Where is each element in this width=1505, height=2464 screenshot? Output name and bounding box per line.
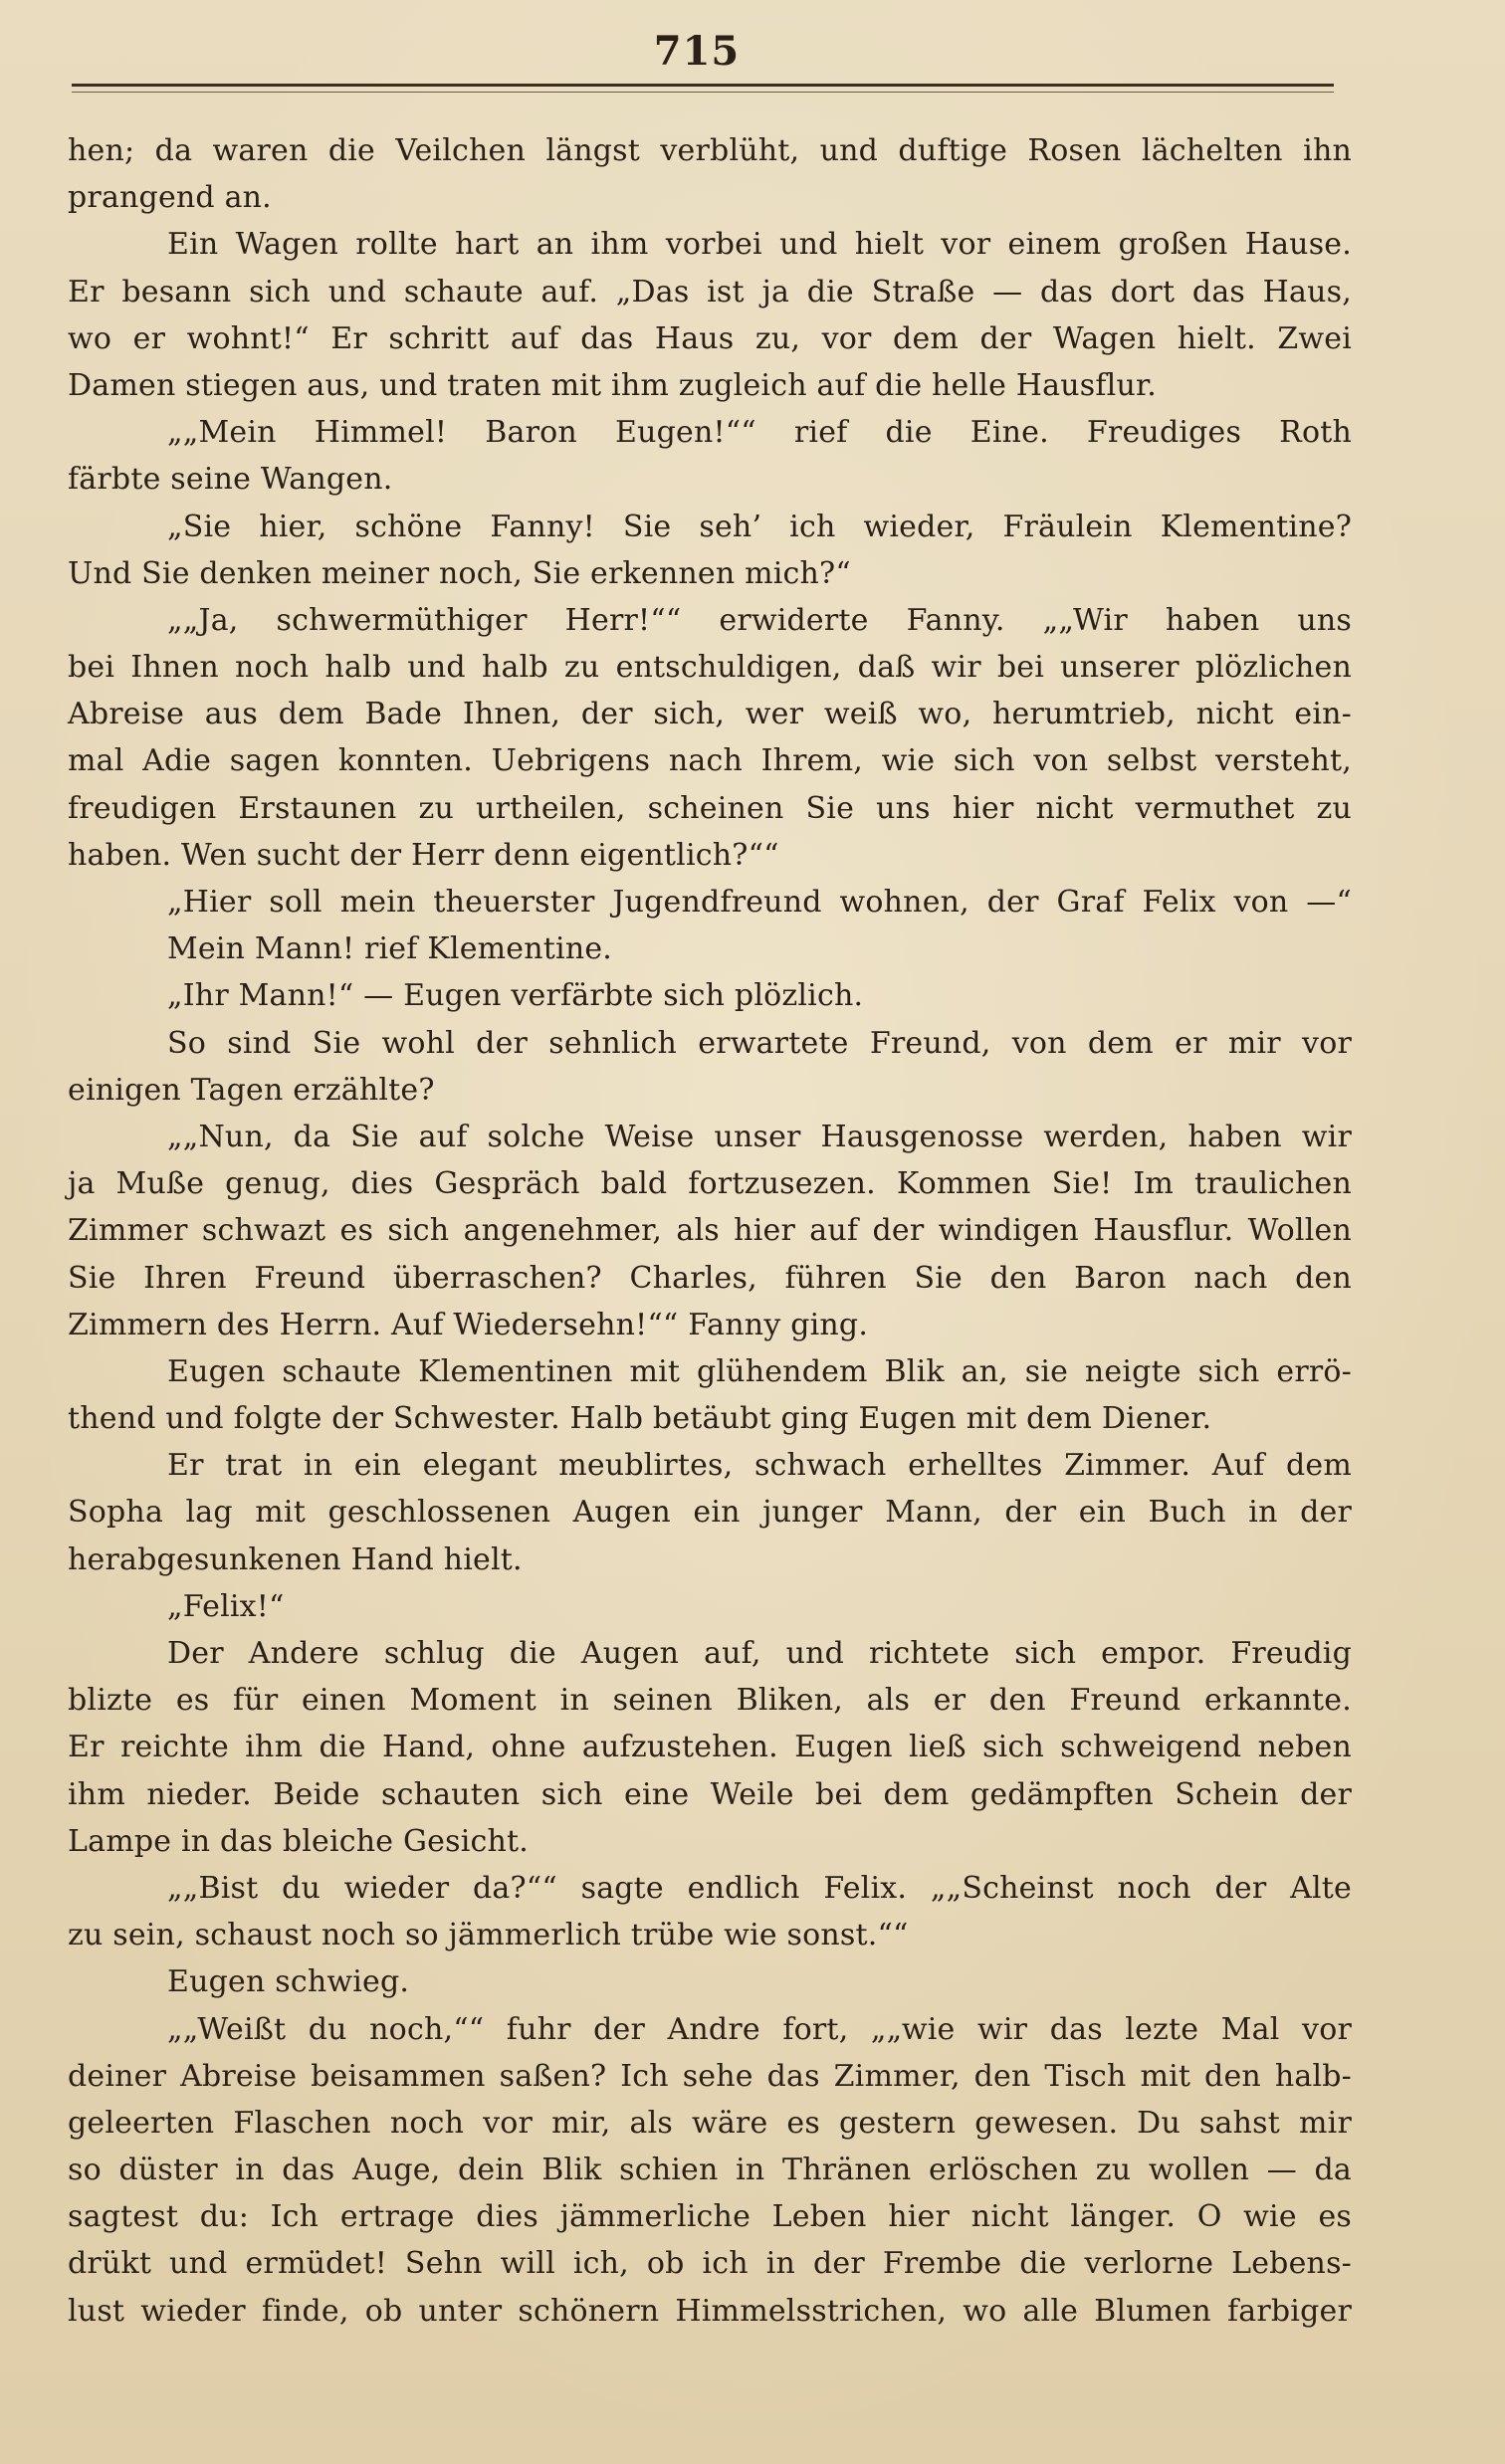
text-line: einigen Tagen erzählte? bbox=[68, 1072, 435, 1108]
page-number: 715 bbox=[653, 28, 741, 75]
text-line: Damen stiegen aus, und traten mit ihm zugleich auf die helle Hausflur. bbox=[68, 367, 1157, 403]
header-rule bbox=[72, 84, 1334, 87]
text-line: Ein Wagen rollte hart an ihm vorbei und hielt vor einem großen Hause. bbox=[167, 227, 1352, 263]
text-line: haben. Wen sucht der Herr denn eigentlich?““ bbox=[68, 837, 779, 873]
header-rule-thin bbox=[72, 92, 1334, 93]
text-line: lust wieder finde, ob unter schönern Himmelsstrichen, wo alle Blumen farbiger bbox=[68, 2293, 1352, 2329]
body-text bbox=[68, 127, 1352, 2335]
text-line: hen; da waren die Veilchen längst verblüht, und duftige Rosen lächelten ihn bbox=[68, 133, 1352, 168]
text-line: ja Muße genug, dies Gespräch bald fortzusezen. Kommen Sie! Im traulichen bbox=[68, 1166, 1352, 1202]
text-line: Lampe in das bleiche Gesicht. bbox=[68, 1823, 530, 1859]
text-line: so düster in das Auge, dein Blik schien in Thränen erlöschen zu wollen — da bbox=[68, 2153, 1352, 2188]
text-line: Er besann sich und schaute auf. „Das ist ja die Straße — das dort das Haus, bbox=[68, 274, 1352, 309]
text-line: bei Ihnen noch halb und halb zu entschuldigen, daß wir bei unserer plözlichen bbox=[68, 650, 1352, 686]
text-line: „„Mein Himmel! Baron Eugen!““ rief die Eine. Freudiges Roth bbox=[167, 415, 1352, 451]
text-line: drükt und ermüdet! Sehn will ich, ob ich in der Frembe die verlorne Lebens- bbox=[68, 2246, 1352, 2282]
text-line: Sie Ihren Freund überraschen? Charles, führen Sie den Baron nach den bbox=[68, 1260, 1352, 1296]
text-line: wo er wohnt!“ Er schritt auf das Haus zu, vor dem der Wagen hielt. Zwei bbox=[68, 320, 1352, 356]
text-line: Der Andere schlug die Augen auf, und richtete sich empor. Freudig bbox=[167, 1636, 1352, 1671]
text-line: „Ihr Mann!“ — Eugen verfärbte sich plözlich. bbox=[167, 978, 864, 1014]
text-line: herabgesunkenen Hand hielt. bbox=[68, 1541, 523, 1577]
text-line: mal Adie sagen konnten. Uebrigens nach Ihrem, wie sich von selbst versteht, bbox=[68, 743, 1352, 779]
text-line: thend und folgte der Schwester. Halb betäubt ging Eugen mit dem Diener. bbox=[68, 1401, 1212, 1437]
text-line: Und Sie denken meiner noch, Sie erkennen mich?“ bbox=[68, 555, 851, 591]
text-line: Er trat in ein elegant meublirtes, schwach erhelltes Zimmer. Auf dem bbox=[167, 1448, 1352, 1484]
text-line: Zimmern des Herrn. Auf Wiedersehn!““ Fanny ging. bbox=[68, 1307, 869, 1342]
text-line: So sind Sie wohl der sehnlich erwartete Freund, von dem er mir vor bbox=[167, 1025, 1352, 1061]
text-line: Sopha lag mit geschlossenen Augen ein junger Mann, der ein Buch in der bbox=[68, 1495, 1352, 1531]
text-line: „„Nun, da Sie auf solche Weise unser Hausgenosse werden, haben wir bbox=[167, 1119, 1352, 1154]
text-line: prangend an. bbox=[68, 180, 272, 216]
text-line: Eugen schaute Klementinen mit glühendem Blik an, sie neigte sich errö- bbox=[167, 1353, 1352, 1389]
text-line: Mein Mann! rief Klementine. bbox=[167, 931, 613, 967]
text-line: Eugen schwieg. bbox=[167, 1964, 410, 2000]
text-line: sagtest du: Ich ertrage dies jämmerliche Leben hier nicht länger. O wie es bbox=[68, 2199, 1352, 2235]
text-line: Zimmer schwazt es sich angenehmer, als hier auf der windigen Hausflur. Wollen bbox=[68, 1213, 1352, 1249]
text-line: „Hier soll mein theuerster Jugendfreund wohnen, der Graf Felix von —“ bbox=[167, 885, 1352, 920]
text-line: „„Bist du wieder da?““ sagte endlich Felix. „„Scheinst noch der Alte bbox=[167, 1870, 1352, 1906]
text-line: deiner Abreise beisammen saßen? Ich sehe das Zimmer, den Tisch mit den halb- bbox=[68, 2058, 1352, 2094]
text-line: „Felix!“ bbox=[167, 1588, 285, 1624]
text-line: „„Weißt du noch,““ fuhr der Andre fort, „„wie wir das lezte Mal vor bbox=[167, 2011, 1352, 2047]
text-line: „Sie hier, schöne Fanny! Sie seh’ ich wieder, Fräulein Klementine? bbox=[167, 509, 1352, 544]
text-line: Abreise aus dem Bade Ihnen, der sich, wer weiß wo, herumtrieb, nicht ein- bbox=[68, 697, 1352, 732]
text-line: „„Ja, schwermüthiger Herr!““ erwiderte Fanny. „„Wir haben uns bbox=[167, 602, 1352, 638]
text-line: blizte es für einen Moment in seinen Bliken, als er den Freund erkannte. bbox=[68, 1683, 1352, 1719]
text-line: ihm nieder. Beide schauten sich eine Weile bei dem gedämpften Schein der bbox=[68, 1776, 1352, 1812]
text-line: färbte seine Wangen. bbox=[68, 462, 393, 498]
text-line: geleerten Flaschen noch vor mir, als wäre es gestern gewesen. Du sahst mir bbox=[68, 2105, 1352, 2141]
text-line: Er reichte ihm die Hand, ohne aufzustehen. Eugen ließ sich schweigend neben bbox=[68, 1730, 1352, 1765]
text-line: zu sein, schaust noch so jämmerlich trübe wie sonst.““ bbox=[68, 1918, 909, 1953]
text-line: freudigen Erstaunen zu urtheilen, scheinen Sie uns hier nicht vermuthet zu bbox=[68, 790, 1352, 826]
